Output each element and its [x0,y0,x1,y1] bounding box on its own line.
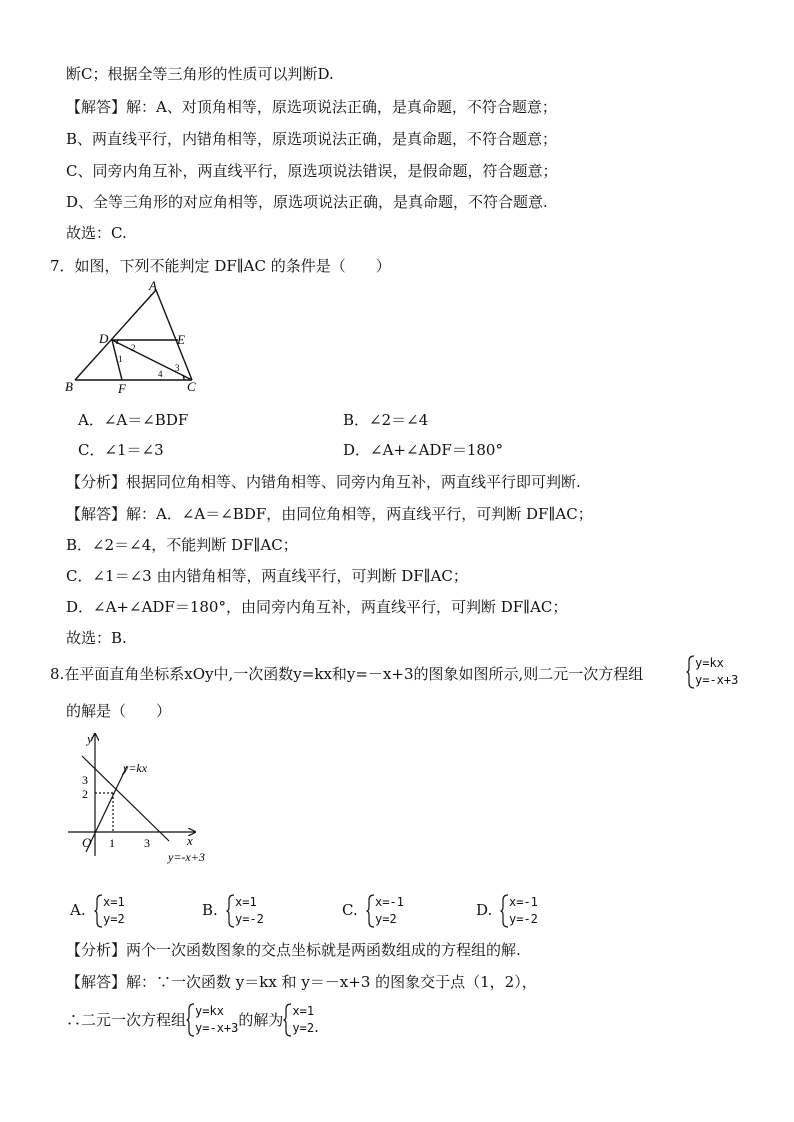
label-y-neg-x-plus-3: y=-x+3 [168,850,205,864]
system-row: y=kx [195,1004,224,1018]
brace-icon [366,894,375,928]
triangle-figure [60,280,210,400]
text-line: C、同旁内角互补，两直线平行，原选项说法错误，是假命题，符合题意； [66,162,558,180]
text-line: 断C；根据全等三角形的性质可以判断D. [66,65,334,83]
angle-3-label: 3 [175,363,180,373]
label-D: D [99,331,109,346]
label-C: C [187,379,196,394]
option-a-row: x=1 [103,895,125,909]
option-d-row: y=-2 [509,912,538,926]
system-row: y=-x+3 [695,673,739,687]
equation-system [686,655,738,689]
label-y-kx: y=kx [123,761,148,775]
label-E: E [177,332,185,347]
q8-options [66,892,786,932]
option-c: C．∠1＝∠3 [78,441,164,459]
solution-line: B．∠2＝∠4，不能判断 DF∥AC； [66,536,298,554]
option-c-row: y=2 [375,912,397,926]
tick-x1: 1 [109,836,115,850]
text-line: 【解答】解：A、对顶角相等，原选项说法正确，是真命题，不符合题意； [66,98,557,116]
question-8-stem-continued: 的解是（ ） [66,702,172,720]
angle-2-label: 2 [131,343,136,353]
analysis-text: 【分析】根据同位角相等、内错角相等、同旁内角互补，两直线平行即可判断. [66,473,581,491]
solution-prefix: ∴二元一次方程组 [66,1011,187,1029]
option-b-row: x=1 [235,895,257,909]
x-axis-label: x [187,833,193,848]
tick-y3: 3 [82,773,88,787]
solution-line: D．∠A+∠ADF＝180°，由同旁内角互补，两直线平行，可判断 DF∥AC； [66,598,568,616]
solution-line: 【解答】解：∵一次函数 y＝kx 和 y＝－x+3 的图象交于点（1，2）， [66,973,537,991]
brace-icon [226,894,235,928]
solution-end: . [314,1018,319,1036]
option-b: B．∠2＝∠4 [343,411,429,429]
brace-icon [94,894,103,928]
option-b-label: B. [202,901,218,919]
label-A: A [149,280,157,293]
solution-line: 【解答】解：A．∠A＝∠BDF，由同位角相等，两直线平行，可判断 DF∥AC； [66,505,593,523]
text-line: B、两直线平行，内错角相等，原选项说法正确，是真命题，不符合题意； [66,130,558,148]
option-a-row: y=2 [103,912,125,926]
brace-icon [686,655,695,689]
answer-row: x=1 [292,1004,315,1018]
option-d-row: x=-1 [509,895,538,909]
question-8-stem: 8.在平面直角坐标系xOy中,一次函数y=kx和y=－x+3的图象如图所示,则二元一次方程组 [50,665,644,683]
tick-y2: 2 [82,787,88,801]
text-line: D、全等三角形的对应角相等，原选项说法正确，是真命题，不符合题意. [66,193,548,211]
solution-mid: 的解为 [238,1011,284,1029]
option-a: A．∠A＝∠BDF [78,411,189,429]
label-F: F [118,381,126,396]
coordinate-graph [60,728,230,868]
option-d-label: D. [476,901,493,919]
option-b-row: y=-2 [235,912,264,926]
label-B: B [65,379,73,394]
text-line: 故选：C. [66,224,127,242]
option-c-label: C. [342,901,358,919]
analysis-text: 【分析】两个一次函数图象的交点坐标就是两函数组成的方程组的解. [66,941,521,959]
tick-x3: 3 [144,836,150,850]
angle-4-label: 4 [158,369,163,379]
option-a-label: A. [70,901,86,919]
brace-icon [283,1003,292,1037]
line-AB [75,290,156,380]
line-AC [156,290,192,380]
brace-icon [186,1003,195,1037]
solution-line: C．∠1＝∠3 由内错角相等，两直线平行，可判断 DF∥AC； [66,567,468,585]
option-d: D．∠A+∠ADF＝180° [343,441,503,459]
origin-label: O [82,835,92,850]
brace-icon [500,894,509,928]
y-axis-label: y [87,731,93,746]
answer-line: 故选：B. [66,629,127,647]
solution-line-system [66,1003,319,1043]
system-row: y=kx [695,656,724,670]
angle-1-label: 1 [118,354,123,364]
system-row: y=-x+3 [195,1021,239,1035]
option-c-row: x=-1 [375,895,404,909]
angle-arc [183,375,184,380]
answer-row: y=2 [292,1021,315,1035]
question-7-stem: 7．如图，下列不能判定 DF∥AC 的条件是（ ） [50,257,391,275]
line-y-kx [86,766,127,852]
